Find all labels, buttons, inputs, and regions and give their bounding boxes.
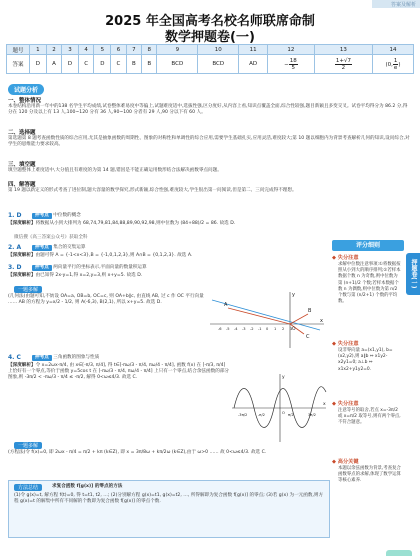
- q4-analysis: 【深度解析】令 x=2ωx-π/4, 由 x∈[-π/3, π/4], 得 t∈[-πω/3 - π/4, πω/4 - π/4], 函数 f(x) 在 [-π/3, π/4] 上恰好有一个零点,等价于函数 y=5cos t 在 [-πω/3 - π/4, πω/4 - π/4] 上只有一个零点,结合余弦函数的部分图象,则 -3π/2 < -πω/3 - π/4 ≤ -π/2, 解得 0<ω≤4/3. 故选 C.: [8, 363, 230, 381]
- page-title: 2025 年全国高考名校名师联席命制: [105, 14, 315, 29]
- question-number: 12: [268, 45, 315, 55]
- panel-section-text: 求解中位数注意事项:①将数据按照从小到大的顺序排列;②若样本数据个数 n 为奇数,则中位数为第 (n+1)/2 个数;若样本数据个数 n 为偶数,则中位数为第 n/2 个数与第 (n/2+1) 个数的平均数。: [338, 262, 401, 305]
- question-number: 3: [62, 45, 79, 55]
- label-origin: O: [292, 327, 296, 332]
- panel-section-title: ◆ 失分注意: [332, 401, 359, 407]
- answer-cell-13: [314, 55, 372, 74]
- panel-section-title: ◆ 失分注意: [332, 341, 359, 347]
- line-ab: [212, 300, 320, 330]
- q4-topic-line: 押考点 三角函数的图象与性质: [32, 355, 322, 361]
- side-tab[interactable]: 押题卷(一): [406, 253, 420, 295]
- panel-section-title: ◆ 高分关键: [332, 459, 359, 465]
- label-y: y: [282, 375, 285, 380]
- answer-fraction: $\frac{1+√7}{2}$: [335, 57, 351, 71]
- answer-cell: AD: [239, 55, 268, 74]
- tick-label: -3: [242, 327, 246, 331]
- q1-number: 1. D: [8, 212, 22, 219]
- tick-label: -2: [250, 327, 254, 331]
- q3-method-text: (几何法)由题可知,不妨设 OA=a, OB=b, OC=c, 则 OA+b∥c, 由直线 AB, 过 c 作 OC 平行向量 …… AB 的方程为 y=x/2 - 1/2, 则 A(-6,3), B(2,1), 所以 x+y=5. 故选 D.: [8, 294, 204, 306]
- question-number: 14: [373, 45, 414, 55]
- tick-labels: [218, 327, 292, 331]
- section-text: 本卷结构沿用新一年中的138 名学生平均成绩,试卷整体难易度中等偏上,试题难度适中,选拔性强,区分度好,从内容上看,知识点覆盖全面,综合性较强,题目新颖且多变交叉。试卷平均得分为 86.2 分,得分在 120 分及以上有 13 人,100~120 分有 36 人,90~100 分者有 29 人,90 分以下有 60 人。: [8, 104, 408, 116]
- question-number: 11: [239, 45, 268, 55]
- question-number: 10: [198, 45, 239, 55]
- q4-number: 4. C: [8, 354, 21, 361]
- q1-analysis: 【深度解析】将数据从小到大排列为 68,74,79,81,84,88,89,90,92,98,则中位数为 (84+88)/2 = 86. 故选 D.: [8, 221, 236, 226]
- answer-sign: −: [284, 61, 289, 68]
- tag-label: 押考点: [32, 213, 52, 219]
- method-summary-pill: 方法总结: [14, 484, 42, 491]
- analysis-badge: 试题分析: [8, 84, 44, 95]
- question-row: [7, 45, 414, 55]
- label-c: C: [306, 334, 310, 340]
- panel-section-text: 本题以余弦函数为背景,考查复合函数零点的求解,体现了数学运算等核心素养.: [338, 466, 401, 484]
- section-text: 第选题第 8 题考查函数性质的综合应用,尤其是抽象函数的周期性、图象的对称性和单调性的综合应用,需要学生基础扎实,应用灵活,难度较大;第 10 题以细胞内为背景考查解析几何的知识,设问综合,对学生的思维能力要求较高。: [8, 136, 410, 148]
- question-number: 2: [46, 45, 61, 55]
- q2-analysis: 【深度解析】由题可得 A = {-1<x<3},B = {-1,0,1,2,3},则 A∩B = {0,1,2,3}. 故选 A.: [8, 253, 193, 258]
- section-text: 填空题整体上难度适中,大分值且有难度的为第 14 题,错因是不能正确运用数形结合法解决函数零点问题。: [8, 168, 222, 173]
- q2-topic-line: 押考点 集合的交集运算: [32, 245, 322, 251]
- section-title: 三、填空题: [8, 162, 36, 168]
- answer-cell: D: [94, 55, 111, 74]
- tick-label: 0: [266, 327, 269, 331]
- panel-section-title: ◆ 失分注意: [332, 255, 359, 261]
- panel-section-text: 设非零向量 a=(x1,y1), b=(x2,y2),则 a∥b ⇔ x1y2-x2y1=0; a⊥b ⇔ x1x2+y1y2=0.: [338, 348, 393, 372]
- question-number: 5: [94, 45, 111, 55]
- answer-cell: A: [46, 55, 61, 74]
- question-number: 4: [78, 45, 94, 55]
- tick-label: 1: [274, 327, 277, 331]
- q1-topic-line: 押考点 中位数的概念: [32, 213, 322, 219]
- label-a: A: [224, 302, 228, 308]
- answer-cell: BCD: [198, 55, 239, 74]
- tick-label: -3π/2: [238, 413, 248, 417]
- q4-method-text: (方程法)令 f(x)=0, 即 2ωx - π/4 = π/2 + kπ (k∈Z), 即 x = 3π/8ω + kπ/2ω (k∈Z),由于 ω>0 …… 故 0<ω≤4/3. 故选 C.: [8, 450, 267, 455]
- answer-cell: B: [142, 55, 157, 74]
- tag-label: 押考点: [32, 265, 52, 271]
- row-label-question: 题号: [7, 45, 30, 55]
- q3-analysis: 【深度解析】由已知得 2x-y=1,得 x=2,y=3,则 x+y=5. 故选 D.: [8, 273, 143, 278]
- tick-label: -π/2: [258, 413, 265, 417]
- tick-label: 3π/2: [308, 413, 316, 417]
- answer-cell: BCD: [157, 55, 198, 74]
- scoring-panel: [332, 240, 404, 540]
- section-text: 第 19 题以新定义的形式考查了进位制,题大容量的数学探究,形式新颖,综合性强,难度较大,学生很出第一问阅读,但是第二、三问完成得不理想。: [8, 188, 297, 193]
- footer-mark: [386, 550, 412, 556]
- section-title: 一、整体情况: [8, 98, 42, 104]
- section-title: 二、选择题: [8, 130, 36, 136]
- tag-label: 押考点: [32, 245, 52, 251]
- cosine-graph: [230, 372, 330, 444]
- vector-diagram: [208, 290, 326, 350]
- answer-cell: C: [78, 55, 94, 74]
- tick-label: -5: [226, 327, 230, 331]
- tick-label: 2: [282, 327, 285, 331]
- question-number: 6: [111, 45, 127, 55]
- label-b: B: [308, 308, 312, 314]
- tick-label: π/2: [288, 413, 294, 417]
- answer-row: [7, 55, 414, 74]
- answer-table: [6, 44, 414, 74]
- section-title: 四、解答题: [8, 182, 36, 188]
- answer-cell: D: [62, 55, 79, 74]
- answer-fraction: $\frac{1}{e}$: [393, 57, 398, 71]
- question-number: 1: [30, 45, 47, 55]
- label-x: x: [320, 318, 323, 324]
- method-summary-text: (1)令 g(x)=t, 解方程 f(t)=0, 得 t=t1, t2, …; (2)分别解方程 g(x)=t1, g(x)=t2, …, 所得解即为复合函数 f[g(x)] 的零点; (3)若 g(x) 为一元函数,则方程 g(x)=t 的解集中所有不同解的个数即为复合函数 f[g(x)] 的零点个数.: [14, 493, 324, 505]
- answer-cell: B: [126, 55, 141, 74]
- vector-oa: [228, 308, 290, 324]
- tick-label: -1: [258, 327, 262, 331]
- q3-method-pill: 一题多解: [14, 286, 42, 293]
- vector-ob: [290, 314, 308, 324]
- label-x: x: [323, 402, 326, 407]
- panel-section-text: 注意等号的取舍,若点 x=-3π/2 或 x=π/2 取等号,则有两个零点,不符合题意。: [338, 408, 401, 426]
- question-number: 8: [142, 45, 157, 55]
- label-origin: O: [282, 411, 285, 415]
- q2-number: 2. A: [8, 244, 22, 251]
- question-number: 7: [126, 45, 141, 55]
- tick-label: -6: [218, 327, 222, 331]
- page-subtitle: 数学押题卷(一): [165, 30, 255, 45]
- row-label-answer: 答案: [7, 55, 30, 74]
- answer-fraction: $\frac{18}{5}$: [289, 57, 297, 71]
- q3-number: 3. D: [8, 264, 22, 271]
- answer-cell: C: [111, 55, 127, 74]
- q4-method-pill: 一题多解: [14, 442, 42, 449]
- method-summary-title: 求复合函数 f[g(x)] 的零点的方法: [52, 484, 123, 489]
- tag-label: 押考点: [32, 355, 52, 361]
- tick-label: 3: [290, 327, 293, 331]
- answer-cell-12: [268, 55, 315, 74]
- q1-ref: 微信搜《高三答案公众号》获取全科: [14, 235, 88, 240]
- corner-label: 答案及解析: [390, 2, 416, 8]
- answer-cell-14: (0, $\frac{1}{e}$ ): [373, 55, 414, 74]
- scoring-panel-title: 评分细则: [332, 240, 404, 251]
- q3-topic-line: 押考点 两向量平行的坐标表示,平面向量的数量积运算: [32, 265, 322, 271]
- question-number: 9: [157, 45, 198, 55]
- label-y: y: [292, 292, 295, 298]
- corner-tab: [372, 0, 420, 8]
- tick-label: -4: [234, 327, 238, 331]
- answer-cell: D: [30, 55, 47, 74]
- question-number: 13: [314, 45, 372, 55]
